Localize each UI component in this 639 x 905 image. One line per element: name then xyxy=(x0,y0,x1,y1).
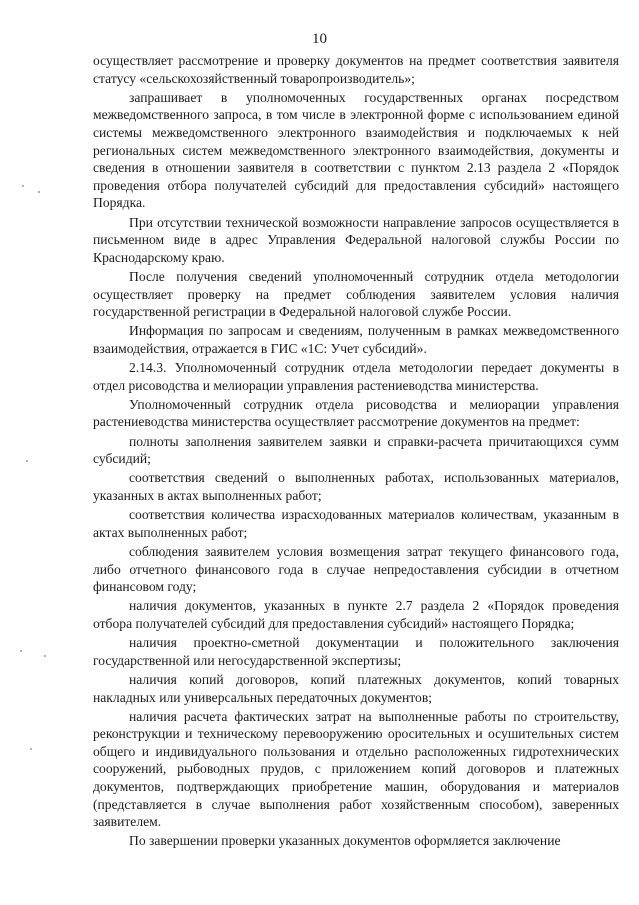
paragraph: При отсутствии технической возможности направление запросов осуществляется в письменном виде в адрес Управления Федеральной налоговой службы России по Краснодарскому краю. xyxy=(93,214,619,265)
scan-speck xyxy=(30,748,32,750)
scan-speck xyxy=(22,185,24,187)
scan-speck xyxy=(20,650,22,652)
paragraph: запрашивает в уполномоченных государственных органах посредством межведомственного запроса, в том числе в электронной форме с использованием единой системы межведомственного электронного взаимодействия и подключаемых к ней региональных систем межведомственного электронного взаимодействия, документы и сведения в отношении заявителя в соответствии с пунктом 2.13 раздела 2 «Порядок проведения отбора получателей субсидий для предоставления субсидий» настоящего Порядка. xyxy=(93,89,619,211)
page-number: 10 xyxy=(312,31,327,47)
document-body xyxy=(93,52,619,852)
list-item: наличия копий договоров, копий платежных документов, копий товарных накладных или универсальных передаточных документов; xyxy=(93,671,619,705)
list-item: соблюдения заявителем условия возмещения затрат текущего финансового года, либо отчетного финансового года в случае непредоставления субсидии в отчетном финансовом году; xyxy=(93,543,619,595)
paragraph: По завершении проверки указанных документов оформляется заключение xyxy=(129,833,561,849)
paragraph: Информация по запросам и сведениям, полученным в рамках межведомственного взаимодействия, отражается в ГИС «1С: Учет субсидий». xyxy=(93,323,619,356)
list-item: полноты заполнения заявителем заявки и справки-расчета причитающихся сумм субсидий; xyxy=(93,433,619,467)
list-item: соответствия сведений о выполненных работах, использованных материалов, указанных в актах выполненных работ; xyxy=(93,470,619,503)
list-item: наличия документов, указанных в пункте 2.7 раздела 2 «Порядок проведения отбора получателей субсидий для предоставления субсидий» настоящего Порядка; xyxy=(93,598,619,631)
list-item: наличия расчета фактических затрат на выполненные работы по строительству, реконструкции и техническому перевооружению оросительных и осушительных систем общего и индивидуального пользования и отдельно расположенных гидротехнических сооружений, рыбоводных прудов, с приложением копий договоров и платежных документов, подтверждающих приобретение машин, оборудования и материалов (представляется в случае выполнения работ хозяйственным способом), заверенных заявителем. xyxy=(93,708,619,830)
list-item: наличия проектно-сметной документации и положительного заключения государственной или негосударственной экспертизы; xyxy=(93,635,619,668)
paragraph: осуществляет рассмотрение и проверку документов на предмет соответствия заявителя статусу «сельскохозяйственный товаропроизводитель»; xyxy=(93,53,619,86)
section-paragraph: 2.14.3. Уполномоченный сотрудник отдела методологии передает документы в отдел рисоводства и мелиорации управления растениеводства министерства. xyxy=(93,360,619,393)
scan-speck xyxy=(26,460,28,462)
scan-speck xyxy=(44,655,46,657)
scan-speck xyxy=(38,191,40,193)
list-item: соответствия количества израсходованных материалов количествам, указанным в актах выполненных работ; xyxy=(93,507,619,540)
paragraph: После получения сведений уполномоченный сотрудник отдела методологии осуществляет проверку на предмет соблюдения заявителем условия наличия государственной регистрации в Федеральной налоговой службе России. xyxy=(93,268,619,320)
paragraph: Уполномоченный сотрудник отдела рисоводства и мелиорации управления растениеводства министерства осуществляет рассмотрение документов на предмет: xyxy=(93,396,619,430)
